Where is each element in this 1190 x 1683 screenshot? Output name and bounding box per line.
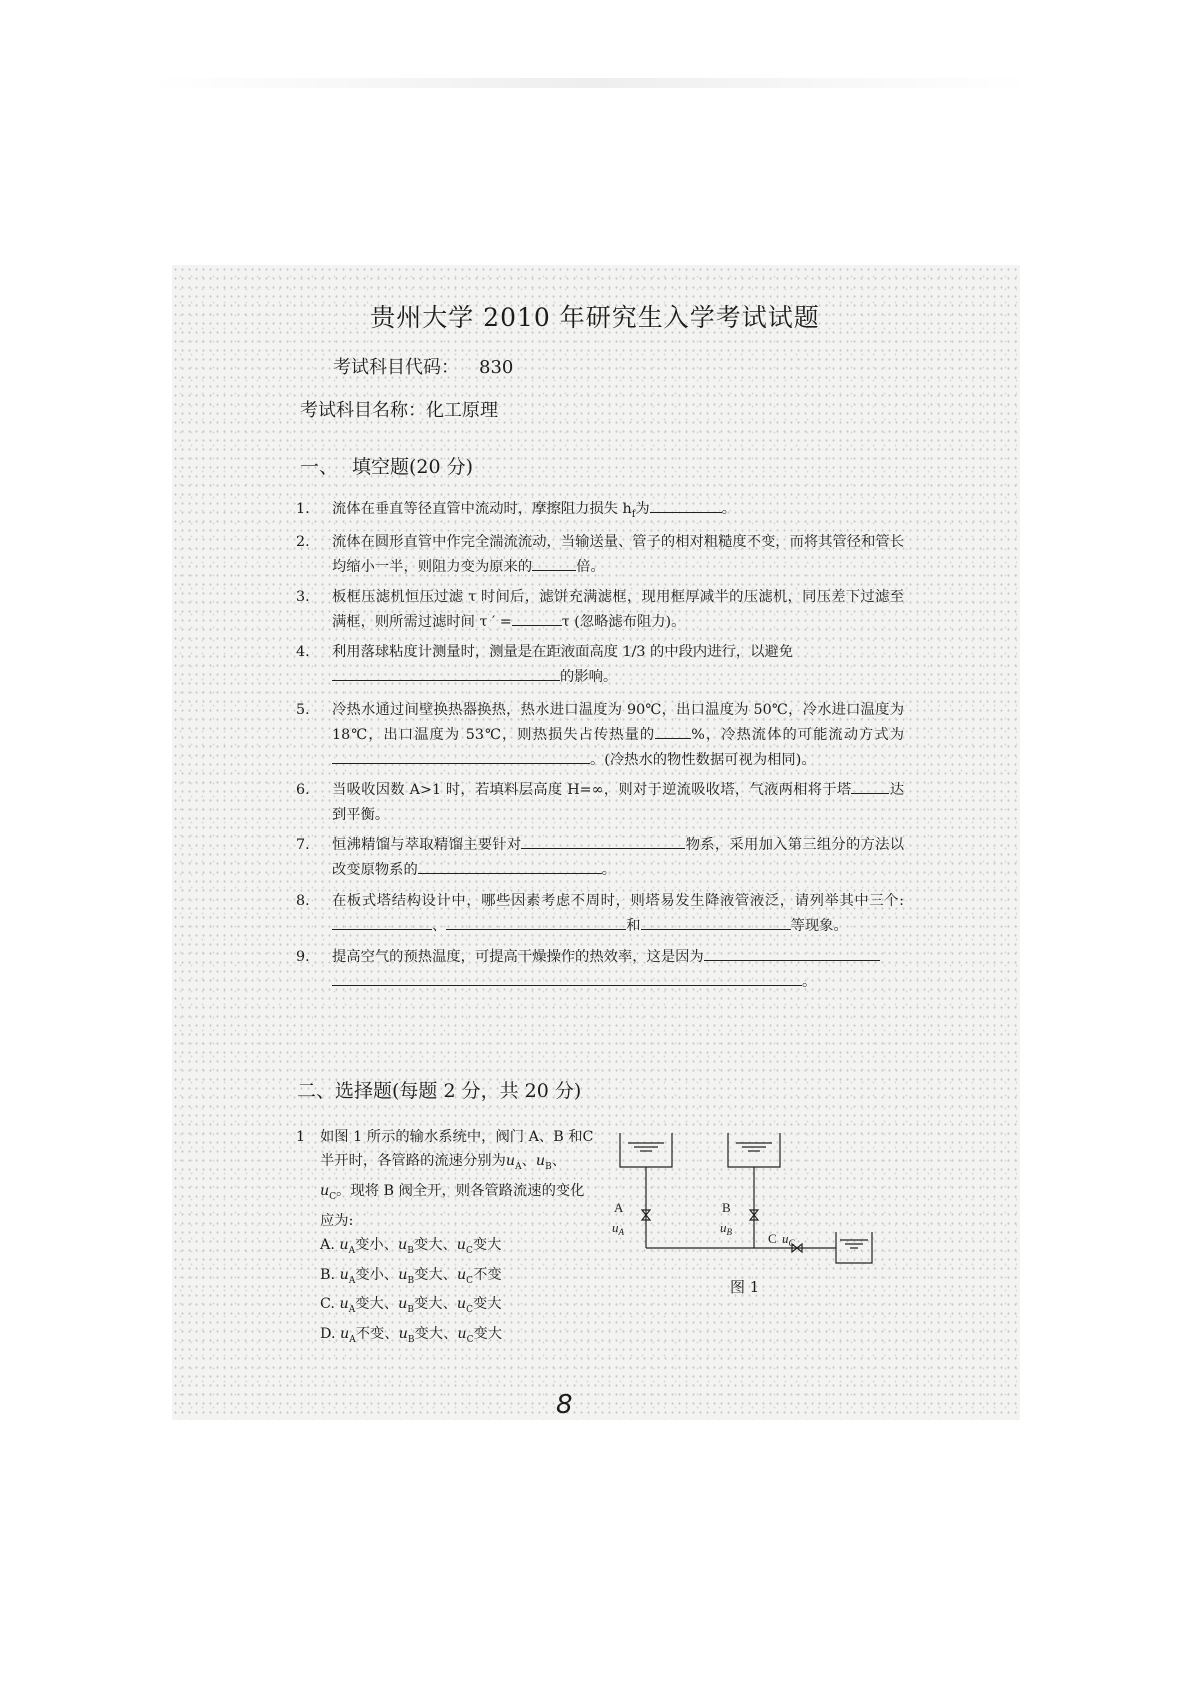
answer-blank[interactable] (650, 497, 722, 513)
subject-name: 考试科目名称：化工原理 (300, 400, 498, 421)
fill-question-4: 4. 利用落球粘度计测量时，测量是在距液面高度 1/3 的中段内进行，以避免 的影响。 (296, 644, 794, 685)
label-c: C (768, 1231, 777, 1246)
tank-a (620, 1133, 672, 1167)
exam-title: 贵州大学 2010 年研究生入学考试试题 (370, 303, 820, 332)
option-a[interactable]: A. $u_A$变小、$u_B$变大、$u_C$变大 (320, 1236, 502, 1256)
fill-question-7: 7. 恒沸精馏与萃取精馏主要针对 物系，采用加入第三组分的方法以改变原物系的 。 (296, 833, 904, 883)
answer-blank[interactable] (655, 723, 691, 739)
answer-blank[interactable] (851, 778, 889, 794)
answer-blank[interactable] (641, 914, 791, 930)
label-ub: $u_B$ (720, 1220, 732, 1237)
fill-question-5: 5. 冷热水通过间壁换热器换热，热水进口温度为 90℃，出口温度为 50℃，冷水进口温度为 18℃，出口温度为 53℃，则热损失占传热量的 %，冷热流体的可能流动方式为。(冷热水的物性数据可视为相同)。 (296, 702, 904, 768)
choice-question-1: 1 如图 1 所示的输水系统中，阀门 A、B 和C半开时，各管路的流速分别为$u_A$、$u_B$、$u_C$。现将 B 阀全开，则各管路流速的变化应为: A. $u_A$变小、$u_B$变大、$u_C$变大 B. $u_A$变小、$u_B$变大、$u_C$不变 C. $u_A$变大、$u_B$变大、$u_C$变大 D. $u_A$不变、$u_B$变大、$u_C$变大 (296, 1125, 596, 1352)
option-d[interactable]: D. $u_A$不变、$u_B$变大、$u_C$变大 (320, 1326, 503, 1346)
label-uc: $u_C$ (782, 1231, 795, 1248)
figure-1-caption: 图 1 (730, 1278, 760, 1296)
section-1-heading: 一、 填空题(20 分) (300, 456, 474, 478)
answer-blank[interactable] (332, 748, 590, 764)
handwritten-page-number: 8 (556, 1390, 573, 1420)
scan-edge (150, 78, 1030, 88)
answer-blank[interactable] (332, 665, 560, 681)
answer-blank[interactable] (704, 945, 880, 961)
answer-blank[interactable] (521, 833, 685, 849)
subject-code: 考试科目代码： 830 (333, 357, 514, 378)
fill-question-2: 2. 流体在圆形直管中作完全湍流流动，当输送量、管子的相对粗糙度不变，而将其管径和管长均缩小一半，则阻力变为原来的 倍。 (296, 534, 904, 575)
answer-blank[interactable] (332, 970, 802, 986)
option-c[interactable]: C. $u_A$变大、$u_B$变大、$u_C$变大 (320, 1296, 502, 1316)
label-ua: $u_A$ (612, 1220, 624, 1237)
fill-question-9: 9. 提高空气的预热温度，可提高干燥操作的热效率，这是因为 。 (296, 945, 904, 995)
section-2-heading: 二、选择题(每题 2 分，共 20 分) (297, 1080, 582, 1102)
answer-blank[interactable] (418, 858, 602, 874)
label-a: A (614, 1200, 624, 1215)
fill-question-8: 8. 在板式塔结构设计中，哪些因素考虑不周时，则塔易发生降液管液泛，请列举其中三个:、 和 等现象。 (296, 893, 904, 934)
label-b: B (722, 1200, 731, 1215)
fill-question-3: 3. 板框压滤机恒压过滤 τ 时间后，滤饼充满滤框，现用框厚减半的压滤机，同压差下过滤至满框，则所需过滤时间 τ ′ = τ (忽略滤布阻力)。 (296, 589, 904, 630)
option-b[interactable]: B. $u_A$变小、$u_B$变大、$u_C$不变 (320, 1266, 502, 1286)
figure-1-water-system (610, 1115, 910, 1315)
fill-question-6: 6. 当吸收因数 A>1 时，若填料层高度 H=∞，则对于逆流吸收塔，气液两相将于塔 达到平衡。 (296, 778, 904, 828)
tank-b (728, 1133, 780, 1167)
answer-blank[interactable] (512, 610, 562, 626)
answer-blank[interactable] (446, 914, 626, 930)
answer-blank[interactable] (332, 914, 432, 930)
fill-question-1: 1. 流体在垂直等径直管中流动时，摩擦阻力损失 $h_f$为 。 (296, 497, 904, 527)
answer-blank[interactable] (532, 555, 576, 571)
